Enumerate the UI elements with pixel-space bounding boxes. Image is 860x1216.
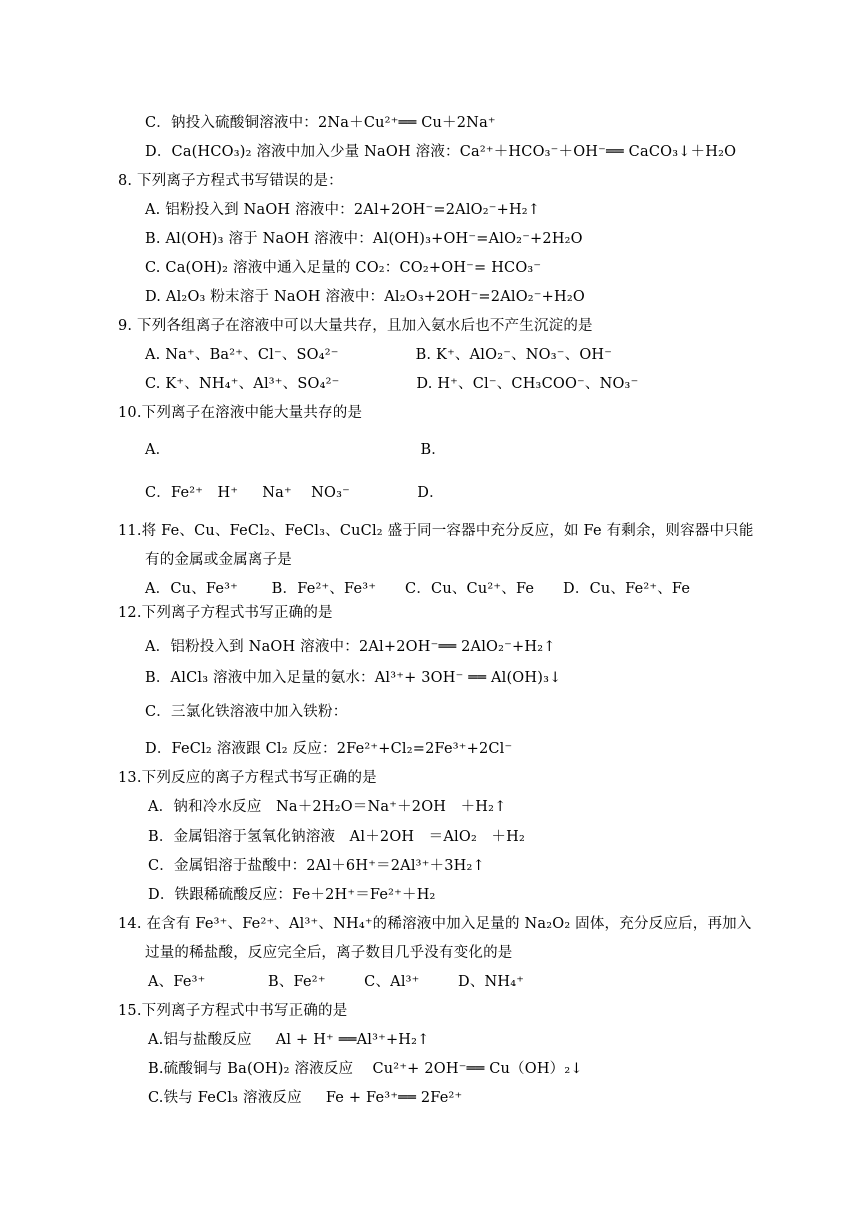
q7-option-c: C．钠投入硫酸铜溶液中：2Na＋Cu²⁺══ Cu＋2Na⁺: [145, 115, 496, 131]
q8-option-b: B. Al(OH)₃ 溶于 NaOH 溶液中：Al(OH)₃+OH⁻=AlO₂⁻+2H₂O: [145, 231, 583, 247]
q15-option-c: C.铁与 FeCl₃ 溶液反应 Fe + Fe³⁺══ 2Fe²⁺: [148, 1090, 463, 1106]
q13-stem: 13.下列反应的离子方程式书写正确的是: [118, 770, 377, 786]
q8-stem: 8. 下列离子方程式书写错误的是：: [118, 173, 343, 189]
q13-option-a: A．钠和冷水反应 Na＋2H₂O＝Na⁺＋2OH ＋H₂↑: [148, 799, 507, 815]
q12-option-b: B．AlCl₃ 溶液中加入足量的氨水：Al³⁺+ 3OH⁻ ══ Al(OH)₃↓: [145, 670, 562, 686]
q13-option-d: D．铁跟稀硫酸反应：Fe＋2H⁺＝Fe²⁺＋H₂: [148, 887, 436, 903]
q12-option-a: A．铝粉投入到 NaOH 溶液中：2Al+2OH⁻══ 2AlO₂⁻+H₂↑: [145, 639, 556, 655]
q9-options-ab: A. Na⁺、Ba²⁺、Cl⁻、SO₄²⁻ B. K⁺、AlO₂⁻、NO₃⁻、OH⁻: [145, 347, 613, 363]
q7-option-d: D．Ca(HCO₃)₂ 溶液中加入少量 NaOH 溶液：Ca²⁺＋HCO₃⁻＋OH⁻══ CaCO₃↓＋H₂O: [145, 144, 737, 160]
q14-stem-cont: 过量的稀盐酸，反应完全后，离子数目几乎没有变化的是: [145, 945, 513, 961]
q10-options-ab: A． B．: [145, 442, 447, 458]
q15-stem: 15.下列离子方程式中书写正确的是: [118, 1003, 348, 1019]
q12-stem: 12.下列离子方程式书写正确的是: [118, 605, 333, 621]
q11-stem-cont: 有的金属或金属离子是: [145, 552, 292, 568]
q11-stem: 11.将 Fe、Cu、FeCl₂、FeCl₃、CuCl₂ 盛于同一容器中充分反应，如 Fe 有剩余，则容器中只能: [118, 523, 754, 539]
q12-option-d: D．FeCl₂ 溶液跟 Cl₂ 反应：2Fe²⁺+Cl₂=2Fe³⁺+2Cl⁻: [145, 741, 513, 757]
q13-option-c: C．金属铝溶于盐酸中：2Al＋6H⁺＝2Al³⁺＋3H₂↑: [148, 858, 485, 874]
q8-option-c: C. Ca(OH)₂ 溶液中通入足量的 CO₂：CO₂+OH⁻= HCO₃⁻: [145, 260, 542, 276]
q15-option-b: B.硫酸铜与 Ba(OH)₂ 溶液反应 Cu²⁺+ 2OH⁻══ Cu（OH）₂↓: [148, 1061, 583, 1077]
q15-option-a: A.铝与盐酸反应 Al + H⁺ ══Al³⁺+H₂↑: [148, 1032, 430, 1048]
q8-option-a: A. 铝粉投入到 NaOH 溶液中：2Al+2OH⁻=2AlO₂⁻+H₂↑: [145, 202, 541, 218]
q10-stem: 10.下列离子在溶液中能大量共存的是: [118, 405, 363, 421]
q11-options: A．Cu、Fe³⁺ B．Fe²⁺、Fe³⁺ C．Cu、Cu²⁺、Fe D．Cu、Fe²⁺、Fe: [145, 581, 691, 597]
q9-options-cd: C. K⁺、NH₄⁺、Al³⁺、SO₄²⁻ D. H⁺、Cl⁻、CH₃COO⁻、NO₃⁻: [145, 376, 639, 392]
q14-options: A、Fe³⁺ B、Fe²⁺ C、Al³⁺ D、NH₄⁺: [148, 974, 525, 990]
q14-stem: 14. 在含有 Fe³⁺、Fe²⁺、Al³⁺、NH₄⁺的稀溶液中加入足量的 Na₂O₂ 固体，充分反应后，再加入: [118, 916, 752, 932]
q10-options-cd: C．Fe²⁺ H⁺ Na⁺ NO₃⁻ D．: [145, 485, 444, 501]
q9-stem: 9. 下列各组离子在溶液中可以大量共存，且加入氨水后也不产生沉淀的是: [118, 318, 593, 334]
q12-option-c: C．三氯化铁溶液中加入铁粉：: [145, 704, 348, 720]
q13-option-b: B．金属铝溶于氢氧化钠溶液 Al＋2OH ＝AlO₂ ＋H₂: [148, 829, 525, 845]
q8-option-d: D. Al₂O₃ 粉末溶于 NaOH 溶液中：Al₂O₃+2OH⁻=2AlO₂⁻+H₂O: [145, 289, 585, 305]
